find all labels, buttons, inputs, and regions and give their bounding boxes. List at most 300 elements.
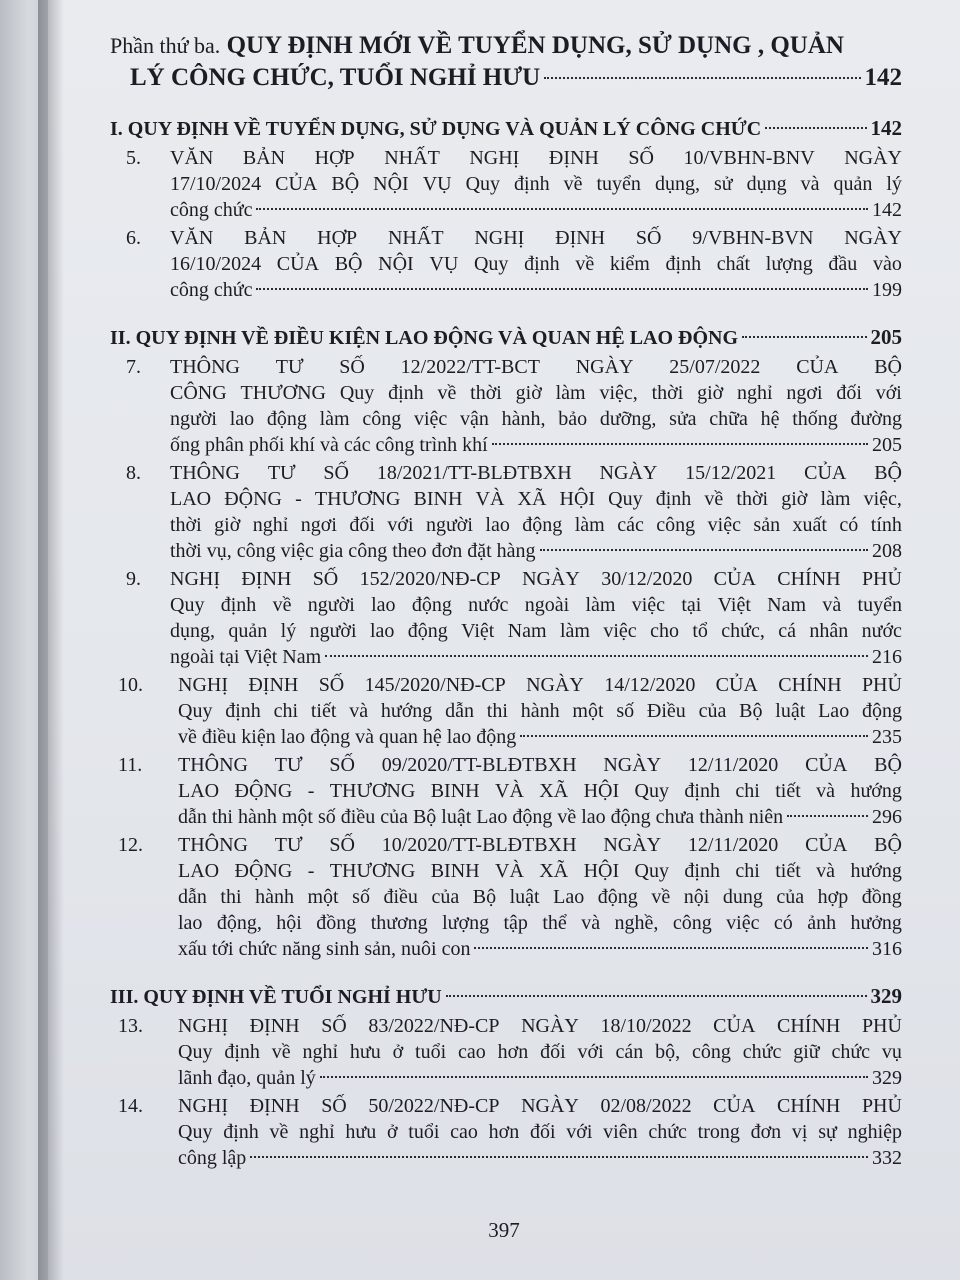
word: trong xyxy=(697,1121,740,1143)
entry-line xyxy=(170,592,902,618)
word: THÔNG xyxy=(178,834,248,856)
word: NHẤT xyxy=(384,147,440,169)
word: thời xyxy=(170,514,202,536)
word: Bộ xyxy=(472,886,497,908)
word: chi xyxy=(273,700,299,722)
word: động xyxy=(407,620,448,642)
entry-line xyxy=(170,406,902,432)
dot-leader xyxy=(256,288,868,290)
word: hành xyxy=(520,700,560,722)
word: SỐ xyxy=(321,1015,347,1037)
word: định xyxy=(684,780,720,802)
entry-line xyxy=(178,910,902,936)
word: CÔNG xyxy=(170,382,227,404)
word: BINH xyxy=(413,488,463,510)
word: 12/11/2020 xyxy=(687,834,779,856)
word: NGHỊ xyxy=(170,568,220,590)
dot-leader xyxy=(520,735,868,737)
word: định xyxy=(388,382,424,404)
entry-page: 329 xyxy=(872,1067,902,1089)
word: THƯƠNG xyxy=(314,488,401,510)
word: NGÀY xyxy=(603,754,662,776)
word: dụng, xyxy=(654,173,700,195)
word: tại xyxy=(681,594,702,616)
word: lao xyxy=(178,912,203,934)
word: của xyxy=(776,886,805,908)
word: ĐỊNH xyxy=(249,1015,300,1037)
word: nghiệp xyxy=(847,1121,902,1143)
word: người xyxy=(309,620,357,642)
word: định xyxy=(665,253,702,275)
word: tiết xyxy=(775,860,801,882)
dot-leader xyxy=(765,127,866,129)
entry-line xyxy=(170,380,902,406)
entry-body xyxy=(178,832,902,962)
word: lao xyxy=(485,514,510,536)
entry-last-text: công chức xyxy=(170,279,253,301)
word: BẢN xyxy=(244,227,287,249)
word: chức xyxy=(648,1121,687,1143)
dot-leader xyxy=(787,815,868,817)
word: vận xyxy=(460,408,489,430)
word: đối xyxy=(836,382,862,404)
word: hội xyxy=(276,912,302,934)
word: đồng xyxy=(316,912,357,934)
word: BỘ xyxy=(874,356,902,378)
word: VỤ xyxy=(429,253,459,275)
word: nghề, xyxy=(614,912,659,934)
word: Quy xyxy=(634,860,669,882)
entry-last-text: công lập xyxy=(178,1147,247,1169)
word: thương xyxy=(370,912,428,934)
entry-line xyxy=(178,832,902,858)
entry-line xyxy=(170,145,902,171)
dot-leader xyxy=(256,208,868,210)
section-title: III. QUY ĐỊNH VỀ TUỔI NGHỈ HƯU xyxy=(110,986,442,1008)
word: SỐ xyxy=(329,754,355,776)
word: chức xyxy=(831,1041,871,1063)
word: vào xyxy=(872,253,902,275)
entry-body xyxy=(170,354,902,458)
word: VỤ xyxy=(422,173,452,195)
entry-page: 296 xyxy=(872,806,902,828)
dot-leader xyxy=(544,77,860,79)
word: chi xyxy=(735,860,760,882)
word: 16/10/2024 xyxy=(170,253,262,275)
word: LAO xyxy=(178,780,220,802)
word: THÔNG xyxy=(178,754,248,776)
word: của xyxy=(698,700,727,722)
word: THƯƠNG xyxy=(329,780,416,802)
word: ở xyxy=(386,1121,398,1143)
word: HỢP xyxy=(317,227,358,249)
word: lượng xyxy=(765,253,813,275)
entry-last-text: lãnh đạo, quản lý xyxy=(178,1067,316,1089)
word: NGÀY xyxy=(603,834,662,856)
word: 17/10/2024 xyxy=(170,173,262,195)
toc-entry xyxy=(110,566,902,670)
word: động xyxy=(522,514,563,536)
word: đồng xyxy=(861,886,902,908)
word: NGHỊ xyxy=(178,674,228,696)
word: với xyxy=(566,1121,593,1143)
part-title-line1: QUY ĐỊNH MỚI VỀ TUYỂN DỤNG, SỬ DỤNG , QUẢN xyxy=(226,32,844,59)
word: TƯ xyxy=(274,754,303,776)
toc-section xyxy=(110,114,902,143)
table-of-contents xyxy=(110,30,902,1171)
word: cao xyxy=(458,1041,486,1063)
word: động xyxy=(411,594,452,616)
entry-last-text: dẫn thi hành một số điều của Bộ luật Lao động về lao động chưa thành niên xyxy=(178,806,784,828)
word: làm xyxy=(585,594,616,616)
entry-line xyxy=(178,1013,902,1039)
word: dưỡng, xyxy=(599,408,657,430)
entry-last-text: ống phân phối khí và các công trình khí xyxy=(170,434,488,456)
section-page: 142 xyxy=(870,116,902,140)
entry-page: 216 xyxy=(872,646,902,668)
word: luật xyxy=(775,700,806,722)
toc-entry xyxy=(110,225,902,303)
entry-line xyxy=(178,858,902,884)
word: chức xyxy=(742,1041,782,1063)
word: 152/2020/NĐ-CP xyxy=(359,568,501,590)
entry-last-text: xấu tới chức năng sinh sản, nuôi con xyxy=(178,938,471,960)
word: có xyxy=(773,912,793,934)
word: Quy xyxy=(178,1121,213,1143)
word: THƯƠNG xyxy=(240,382,326,404)
word: hành, xyxy=(501,408,546,430)
word: việc xyxy=(726,912,760,934)
word: dung xyxy=(722,886,763,908)
word: định xyxy=(225,700,261,722)
word: về xyxy=(704,488,724,510)
word: tổ xyxy=(692,620,708,642)
word: - xyxy=(307,780,315,802)
word: SỐ xyxy=(323,462,349,484)
word: dẫn xyxy=(178,886,207,908)
word: 02/08/2022 xyxy=(600,1095,692,1117)
entry-body xyxy=(170,145,902,223)
word: ĐỊNH xyxy=(548,147,599,169)
toc-entry xyxy=(110,832,902,962)
word: về xyxy=(437,382,457,404)
word: sử xyxy=(713,173,733,195)
word: Quy xyxy=(178,1041,213,1063)
entry-line xyxy=(178,672,902,698)
word: với xyxy=(387,514,414,536)
word: và xyxy=(800,173,820,195)
word: BẢN xyxy=(242,147,286,169)
word: viên xyxy=(603,1121,638,1143)
word: cán xyxy=(615,1041,644,1063)
word: Việt xyxy=(717,594,751,616)
word: BỘ xyxy=(334,253,363,275)
word: CỦA xyxy=(805,834,848,856)
word: số xyxy=(352,886,370,908)
entry-body xyxy=(178,672,902,750)
word: lý xyxy=(280,620,297,642)
word: động xyxy=(597,886,638,908)
entry-page: 142 xyxy=(872,199,902,221)
entry-body xyxy=(178,1093,902,1171)
word: giờ xyxy=(515,382,542,404)
dot-leader xyxy=(325,655,868,657)
entry-number: 10. xyxy=(118,674,143,696)
word: về xyxy=(272,594,292,616)
entry-number: 14. xyxy=(118,1095,143,1117)
entry-page: 316 xyxy=(872,938,902,960)
word: làm xyxy=(574,514,605,536)
word: tuổi xyxy=(408,1121,440,1143)
word: BỘ xyxy=(874,754,902,776)
entry-line xyxy=(178,884,902,910)
word: cá xyxy=(778,620,796,642)
entry-last-line xyxy=(178,1145,902,1171)
entry-number: 12. xyxy=(118,834,143,856)
word: đơn xyxy=(750,1121,782,1143)
word: Quy xyxy=(170,594,205,616)
word: NHẤT xyxy=(387,227,444,249)
word: việc, xyxy=(863,488,902,510)
word: người xyxy=(307,594,355,616)
word: làm xyxy=(555,382,586,404)
word: nhân xyxy=(809,620,849,642)
word: Nam xyxy=(507,620,547,642)
word: tuyển xyxy=(857,594,902,616)
word: SỐ xyxy=(318,674,345,696)
book-page xyxy=(48,0,960,1280)
word: ảnh xyxy=(807,912,837,934)
word: giờ xyxy=(781,488,808,510)
section-title: I. QUY ĐỊNH VỀ TUYỂN DỤNG, SỬ DỤNG VÀ QUẢN LÝ CÔNG CHỨC xyxy=(110,118,762,140)
word: - xyxy=(307,860,315,882)
word: SỐ xyxy=(329,834,355,856)
word: PHỦ xyxy=(861,1015,902,1037)
word: Quy xyxy=(608,488,643,510)
word: Quy xyxy=(178,700,213,722)
word: CỦA xyxy=(713,568,756,590)
word: NGÀY xyxy=(844,227,902,249)
entry-page: 199 xyxy=(872,279,902,301)
word: hưởng xyxy=(850,912,902,934)
word: số xyxy=(616,700,635,722)
word: SỐ xyxy=(628,147,654,169)
word: về xyxy=(563,173,583,195)
word: người xyxy=(170,408,217,430)
word: tiết xyxy=(775,780,801,802)
word: Lao xyxy=(553,886,585,908)
page-number: 397 xyxy=(488,1218,520,1242)
word: ĐỊNH xyxy=(241,568,292,590)
word: Quy xyxy=(634,780,669,802)
word: NGHỊ xyxy=(474,227,525,249)
word: định xyxy=(655,488,692,510)
word: 15/12/2021 xyxy=(685,462,777,484)
word: và xyxy=(816,860,836,882)
entry-number: 6. xyxy=(126,227,141,249)
word: định xyxy=(524,253,560,275)
section-page: 329 xyxy=(870,984,902,1008)
word: PHỦ xyxy=(861,568,902,590)
word: và xyxy=(581,912,601,934)
word: XÃ xyxy=(517,488,547,510)
word: XÃ xyxy=(539,860,569,882)
word: Lao xyxy=(818,700,850,722)
word: định xyxy=(514,173,550,195)
word: ngoài xyxy=(524,594,570,616)
entry-page: 332 xyxy=(872,1147,902,1169)
entry-line xyxy=(170,225,902,251)
word: chức, xyxy=(721,620,765,642)
word: VÀ xyxy=(495,780,524,802)
word: hưu xyxy=(345,1121,377,1143)
word: CỦA xyxy=(715,674,758,696)
word: giữ xyxy=(793,1041,820,1063)
word: sản xyxy=(753,514,781,536)
dot-leader xyxy=(250,1156,868,1158)
word: - xyxy=(295,488,302,510)
entry-number: 9. xyxy=(126,568,141,590)
word: NGÀY xyxy=(521,1015,579,1037)
entry-last-line xyxy=(178,936,902,962)
word: tuyển xyxy=(596,173,641,195)
entry-line xyxy=(178,1093,902,1119)
entry-last-line xyxy=(170,197,902,223)
entry-number: 11. xyxy=(118,754,143,776)
word: nghỉ xyxy=(252,514,289,536)
word: quản xyxy=(833,173,873,195)
word: NGHỊ xyxy=(178,1095,228,1117)
word: hơn xyxy=(488,1121,520,1143)
word: VĂN xyxy=(170,227,214,249)
entry-last-line xyxy=(170,538,902,564)
section-page: 205 xyxy=(870,325,902,349)
word: ở xyxy=(392,1041,404,1063)
word: ĐỊNH xyxy=(248,674,299,696)
word: hơn xyxy=(497,1041,529,1063)
entry-line xyxy=(170,512,902,538)
entry-line xyxy=(170,460,902,486)
word: định xyxy=(684,860,720,882)
word: 145/2020/NĐ-CP xyxy=(364,674,506,696)
entry-line xyxy=(178,752,902,778)
word: về xyxy=(575,253,595,275)
word: 50/2022/NĐ-CP xyxy=(368,1095,500,1117)
word: NGÀY xyxy=(575,356,634,378)
word: BỘ xyxy=(874,462,902,484)
dot-leader xyxy=(492,443,868,445)
entry-last-text: về điều kiện lao động và quan hệ lao động xyxy=(178,726,517,748)
word: THÔNG xyxy=(170,356,240,378)
word: 18/2021/TT-BLĐTBXH xyxy=(376,462,572,484)
word: 12/11/2020 xyxy=(687,754,779,776)
word: chất xyxy=(716,253,751,275)
word: Điều xyxy=(646,700,686,722)
word: hướng xyxy=(850,860,902,882)
word: 25/07/2022 xyxy=(669,356,761,378)
word: công xyxy=(672,912,712,934)
part-prefix: Phần thứ ba. xyxy=(110,33,221,58)
entry-line xyxy=(178,1039,902,1065)
entry-number: 5. xyxy=(126,147,141,169)
word: có xyxy=(839,514,859,536)
word: của xyxy=(431,886,460,908)
word: 30/12/2020 xyxy=(601,568,693,590)
entry-last-text: công chức xyxy=(170,199,253,221)
word: TƯ xyxy=(274,834,303,856)
word: với xyxy=(577,1041,604,1063)
word: công xyxy=(692,1041,731,1063)
word: nghỉ xyxy=(737,382,773,404)
word: và xyxy=(816,780,836,802)
word: và xyxy=(822,594,842,616)
dot-leader xyxy=(474,947,868,949)
word: tiết xyxy=(310,700,337,722)
entry-number: 7. xyxy=(126,356,141,378)
entry-body xyxy=(170,225,902,303)
word: XÃ xyxy=(539,780,569,802)
word: động xyxy=(266,408,307,430)
entry-last-line xyxy=(170,432,902,458)
word: đầu xyxy=(828,253,858,275)
word: đối xyxy=(349,514,375,536)
word: THƯƠNG xyxy=(329,860,416,882)
dot-leader xyxy=(540,549,868,551)
word: CỦA xyxy=(713,1095,756,1117)
word: hợp xyxy=(817,886,849,908)
word: giờ xyxy=(697,382,724,404)
word: SỐ xyxy=(312,568,339,590)
word: chi xyxy=(735,780,760,802)
word: nước xyxy=(861,620,902,642)
toc-entry xyxy=(110,672,902,750)
word: công xyxy=(656,514,696,536)
word: 18/10/2022 xyxy=(600,1015,692,1037)
word: công xyxy=(362,408,402,430)
word: dụng xyxy=(746,173,787,195)
word: tuổi xyxy=(415,1041,447,1063)
entry-last-line xyxy=(178,724,902,750)
entry-number: 8. xyxy=(126,462,141,484)
word: hướng xyxy=(380,700,433,722)
word: CHÍNH xyxy=(777,1015,841,1037)
word: HỘI xyxy=(583,860,620,882)
sections-list xyxy=(110,114,902,1171)
word: sự xyxy=(818,1121,837,1143)
word: NGÀY xyxy=(844,147,902,169)
word: việc, xyxy=(599,382,638,404)
word: dẫn xyxy=(445,700,474,722)
word: TƯ xyxy=(275,356,304,378)
word: thời xyxy=(470,382,502,404)
word: CỦA xyxy=(276,253,320,275)
word: làm xyxy=(560,620,590,642)
section-title: II. QUY ĐỊNH VỀ ĐIỀU KIỆN LAO ĐỘNG VÀ QUAN HỆ LAO ĐỘNG xyxy=(110,327,739,349)
word: lượng xyxy=(442,912,490,934)
toc-entry xyxy=(110,1013,902,1091)
word: NGHỊ xyxy=(469,147,520,169)
entry-last-text: ngoài tại Việt Nam xyxy=(170,646,322,668)
word: NỘI xyxy=(378,253,414,275)
toc-section xyxy=(110,982,902,1011)
entry-number: 13. xyxy=(118,1015,143,1037)
word: NỘI xyxy=(373,173,409,195)
entry-last-line xyxy=(178,1065,902,1091)
entry-page: 205 xyxy=(872,434,902,456)
entry-line xyxy=(170,618,902,644)
part-heading xyxy=(110,30,902,94)
word: NGÀY xyxy=(599,462,658,484)
